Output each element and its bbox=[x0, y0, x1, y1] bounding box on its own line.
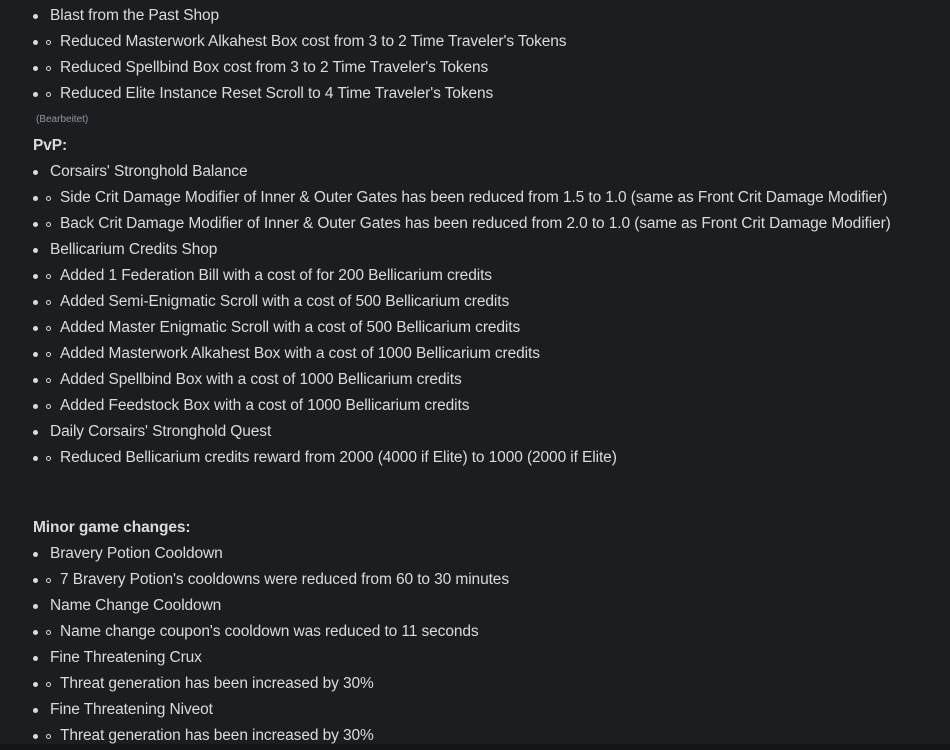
list-item bbox=[0, 315, 950, 341]
list-item bbox=[0, 55, 950, 81]
list-item bbox=[0, 341, 950, 367]
bullet-disc-icon bbox=[33, 40, 38, 45]
bullet-circle-icon bbox=[46, 378, 51, 383]
list-item bbox=[0, 697, 950, 723]
bullet-disc-icon bbox=[33, 578, 38, 583]
list-item-text: Threat generation has been increased by 30% bbox=[60, 727, 374, 744]
bullet-circle-icon bbox=[46, 40, 51, 45]
bullet-disc-icon bbox=[33, 170, 38, 175]
bullet-disc-icon bbox=[33, 92, 38, 97]
list-item bbox=[0, 619, 950, 645]
list-item-text: Side Crit Damage Modifier of Inner & Outer Gates has been reduced from 1.5 to 1.0 (same as Front Crit Damage Modifier) bbox=[60, 189, 888, 206]
list-item-text: Fine Threatening Niveot bbox=[50, 701, 213, 718]
bullet-disc-icon bbox=[33, 552, 38, 557]
bullet-circle-icon bbox=[46, 404, 51, 409]
bottom-bar bbox=[0, 744, 950, 750]
list-item-text: Added Feedstock Box with a cost of 1000 Bellicarium credits bbox=[60, 397, 470, 414]
list-item-text: Blast from the Past Shop bbox=[50, 7, 220, 24]
section-header-text: Minor game changes: bbox=[33, 519, 191, 536]
bullet-disc-icon bbox=[33, 378, 38, 383]
bullet-disc-icon bbox=[33, 274, 38, 279]
list-item-text: Threat generation has been increased by 30% bbox=[60, 675, 374, 692]
bullet-circle-icon bbox=[46, 66, 51, 71]
list-item bbox=[0, 367, 950, 393]
bullet-circle-icon bbox=[46, 274, 51, 279]
bullet-circle-icon bbox=[46, 92, 51, 97]
list-item bbox=[0, 185, 950, 211]
bullet-disc-icon bbox=[33, 708, 38, 713]
list-item-text: Reduced Spellbind Box cost from 3 to 2 Time Traveler's Tokens bbox=[60, 59, 489, 76]
bullet-disc-icon bbox=[33, 456, 38, 461]
list-item bbox=[0, 263, 950, 289]
bullet-circle-icon bbox=[46, 630, 51, 635]
list-item-text: Reduced Bellicarium credits reward from 2000 (4000 if Elite) to 1000 (2000 if Elite) bbox=[60, 449, 617, 466]
bullet-disc-icon bbox=[33, 300, 38, 305]
bullet-circle-icon bbox=[46, 300, 51, 305]
list-item-text: Added Masterwork Alkahest Box with a cost of 1000 Bellicarium credits bbox=[60, 345, 540, 362]
bullet-disc-icon bbox=[33, 326, 38, 331]
list-item-text: Added 1 Federation Bill with a cost of for 200 Bellicarium credits bbox=[60, 267, 492, 284]
section-header bbox=[0, 515, 950, 541]
list-item bbox=[0, 3, 950, 29]
bullet-disc-icon bbox=[33, 430, 38, 435]
bullet-disc-icon bbox=[33, 630, 38, 635]
list-item-text: Bellicarium Credits Shop bbox=[50, 241, 218, 258]
list-item-text: Bravery Potion Cooldown bbox=[50, 545, 223, 562]
bullet-circle-icon bbox=[46, 326, 51, 331]
list-item-text: Name Change Cooldown bbox=[50, 597, 222, 614]
bullet-circle-icon bbox=[46, 578, 51, 583]
bullet-disc-icon bbox=[33, 404, 38, 409]
list-item bbox=[0, 159, 950, 185]
bullet-circle-icon bbox=[46, 352, 51, 357]
list-item-text: Added Spellbind Box with a cost of 1000 Bellicarium credits bbox=[60, 371, 462, 388]
list-item bbox=[0, 393, 950, 419]
bullet-circle-icon bbox=[46, 734, 51, 739]
list-item-text: Corsairs' Stronghold Balance bbox=[50, 163, 248, 180]
edited-label-text: (Bearbeitet) bbox=[36, 114, 89, 125]
bullet-disc-icon bbox=[33, 352, 38, 357]
bullet-disc-icon bbox=[33, 14, 38, 19]
list-item bbox=[0, 211, 950, 237]
bullet-disc-icon bbox=[33, 682, 38, 687]
list-item-text: Fine Threatening Crux bbox=[50, 649, 202, 666]
list-item bbox=[0, 419, 950, 445]
bullet-disc-icon bbox=[33, 196, 38, 201]
bullet-circle-icon bbox=[46, 222, 51, 227]
list-item-text: Reduced Masterwork Alkahest Box cost from 3 to 2 Time Traveler's Tokens bbox=[60, 33, 567, 50]
bullet-disc-icon bbox=[33, 222, 38, 227]
list-item bbox=[0, 81, 950, 107]
bullet-disc-icon bbox=[33, 248, 38, 253]
list-item bbox=[0, 237, 950, 263]
bullet-circle-icon bbox=[46, 456, 51, 461]
list-item bbox=[0, 541, 950, 567]
bullet-circle-icon bbox=[46, 196, 51, 201]
bullet-disc-icon bbox=[33, 656, 38, 661]
bullet-disc-icon bbox=[33, 734, 38, 739]
bullet-circle-icon bbox=[46, 682, 51, 687]
edited-label bbox=[0, 107, 950, 133]
list-item-text: Name change coupon's cooldown was reduced to 11 seconds bbox=[60, 623, 479, 640]
section-header-text: PvP: bbox=[33, 137, 68, 154]
list-item bbox=[0, 445, 950, 471]
list-item-text: 7 Bravery Potion's cooldowns were reduced from 60 to 30 minutes bbox=[60, 571, 509, 588]
list-item bbox=[0, 289, 950, 315]
bullet-disc-icon bbox=[33, 66, 38, 71]
list-item bbox=[0, 671, 950, 697]
list-item bbox=[0, 29, 950, 55]
list-item bbox=[0, 645, 950, 671]
list-item bbox=[0, 567, 950, 593]
list-item-text: Added Master Enigmatic Scroll with a cost of 500 Bellicarium credits bbox=[60, 319, 521, 336]
list-item bbox=[0, 593, 950, 619]
paragraph-gap bbox=[0, 471, 950, 515]
section-header bbox=[0, 133, 950, 159]
list-item-text: Back Crit Damage Modifier of Inner & Outer Gates has been reduced from 2.0 to 1.0 (same as Front Crit Damage Modifier) bbox=[60, 215, 891, 232]
bullet-disc-icon bbox=[33, 604, 38, 609]
list-item-text: Daily Corsairs' Stronghold Quest bbox=[50, 423, 272, 440]
list-item-text: Added Semi-Enigmatic Scroll with a cost of 500 Bellicarium credits bbox=[60, 293, 510, 310]
list-item-text: Reduced Elite Instance Reset Scroll to 4 Time Traveler's Tokens bbox=[60, 85, 494, 102]
